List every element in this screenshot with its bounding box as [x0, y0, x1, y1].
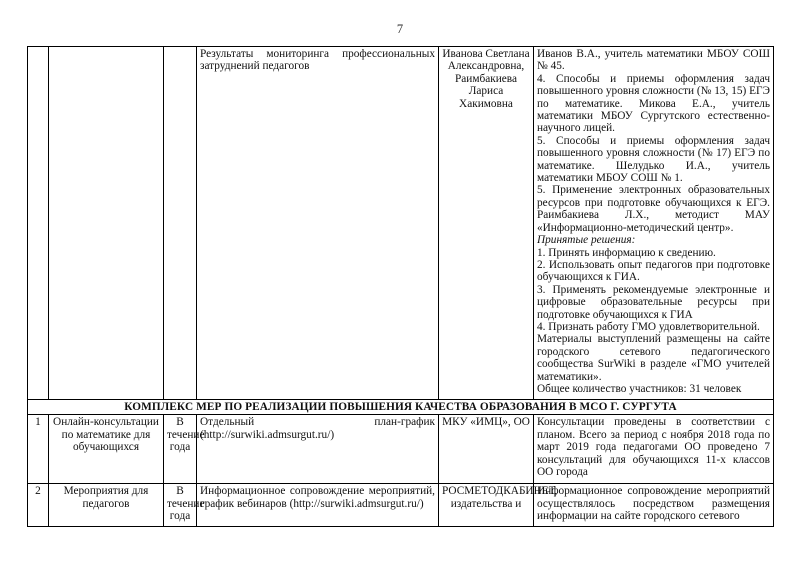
footer-line-1: Материалы выступлений размещены на сайте городского сетевого педагогического сообщества SurWiki в разделе «ГМО учителей математики». — [537, 333, 770, 383]
cell-event: Мероприятия для педагогов — [49, 484, 164, 527]
cell-result: Консультации проведены в соответствии с планом. Всего за период с ноября 2018 года по март 2019 года педагогами ОО проведено 7 консультаций для обучающихся 11-х классов ОО города — [534, 415, 774, 484]
cell-event: Онлайн-консультации по математике для обучающихся — [49, 415, 164, 484]
cell-responsible: Иванова Светлана Александровна, Раимбакиева Лариса Хакимовна — [439, 47, 534, 400]
decision-4: 4. Признать работу ГМО удовлетворительной. — [537, 320, 760, 333]
cell-num — [28, 47, 49, 400]
decision-1: 1. Принять информацию к сведению. — [537, 246, 716, 259]
cell-num: 1 — [28, 415, 49, 484]
result-line-3: 5. Способы и приемы оформления задач повышенного уровня сложности (№ 17) ЕГЭ по математике. Шелудько И.А., учитель математики МБОУ СОШ № 1. — [537, 134, 770, 185]
result-line-2: 4. Способы и приемы оформления задач повышенного уровня сложности (№ 13, 15) ЕГЭ по математике. Микова Е.А., учитель математики МБОУ Сургутского естественно-научного лицей. — [537, 72, 770, 135]
cell-document: Информационное сопровождение мероприятий, график вебинаров (http://surwiki.admsurgut.ru/) — [197, 484, 439, 527]
cell-document: Отдельный план-график (http://surwiki.admsurgut.ru/) — [197, 415, 439, 484]
decision-2: 2. Использовать опыт педагогов при подготовке обучающихся к ГИА. — [537, 258, 770, 284]
page-number: 7 — [396, 22, 404, 36]
cell-term: В течение года — [164, 484, 197, 527]
table-row — [28, 415, 774, 484]
result-line-4: 5. Применение электронных образовательных ресурсов при подготовке обучающихся к ЕГЭ. Раимбакиева Л.Х., методист МАУ «Информационно-методический центр». — [537, 184, 770, 234]
cell-event — [49, 47, 164, 400]
cell-result — [534, 47, 774, 400]
cell-responsible: МКУ «ИМЦ», ОО — [439, 415, 534, 484]
section-header-text: КОМПЛЕКС МЕР ПО РЕАЛИЗАЦИИ ПОВЫШЕНИЯ КАЧЕСТВА ОБРАЗОВАНИЯ В МСО Г. СУРГУТА — [28, 400, 774, 415]
cell-result: Информационное сопровождение мероприятий осуществлялось посредством размещения информации на сайте городского сетевого — [534, 484, 774, 527]
decision-3: 3. Применять рекомендуемые электронные и цифровые образовательные ресурсы при подготовке обучающихся к ГИА — [537, 283, 770, 321]
cell-num: 2 — [28, 484, 49, 527]
cell-responsible: РОСМЕТОДКАБИНЕТ, издательства и — [439, 484, 534, 527]
table-section-header-row — [28, 400, 774, 415]
footer-line-2: Общее количество участников: 31 человек — [537, 382, 742, 395]
plan-table — [27, 46, 774, 527]
cell-term — [164, 47, 197, 400]
table-row-monitoring — [28, 47, 774, 400]
decisions-title: Принятые решения: — [537, 234, 636, 247]
cell-document: Результаты мониторинга профессиональных затруднений педагогов — [197, 47, 439, 400]
cell-term: В течение года — [164, 415, 197, 484]
result-line-1: Иванов В.А., учитель математики МБОУ СОШ № 45. — [537, 48, 770, 73]
table-row — [28, 484, 774, 527]
